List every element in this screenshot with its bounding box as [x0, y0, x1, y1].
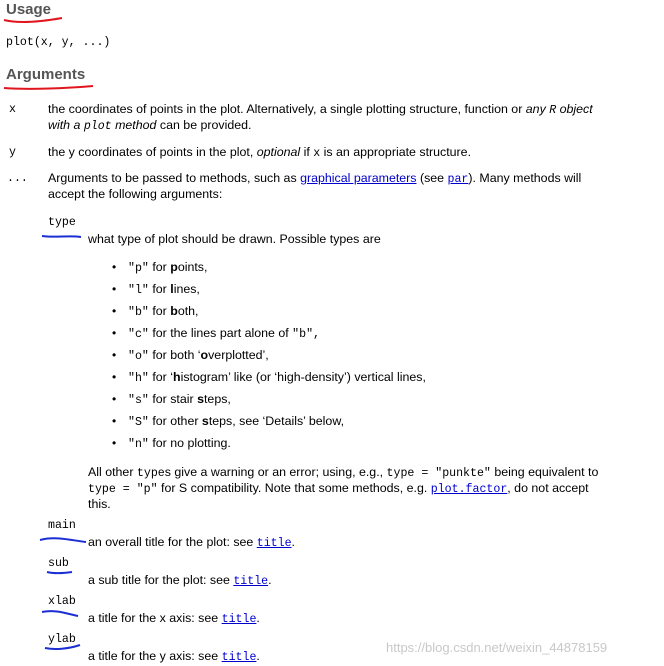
arg-dots-desc-line2: accept the following arguments:	[48, 187, 223, 201]
type-option-item: "b" for both,	[128, 304, 199, 319]
bullet-icon: •	[112, 414, 117, 428]
type-option-item: "n" for no plotting.	[128, 436, 231, 451]
main-blue-underline	[40, 538, 86, 542]
main-title-link[interactable]: title	[256, 537, 292, 550]
ylab-title-link[interactable]: title	[221, 651, 257, 664]
arg-x-desc-line2: with a plot method can be provided.	[48, 118, 252, 133]
arg-type-name: type	[48, 216, 76, 229]
par-link[interactable]: par	[447, 173, 469, 186]
arg-type-desc: what type of plot should be drawn. Possible types are	[88, 232, 381, 246]
type-option-item: "o" for both ‘overplotted’,	[128, 348, 269, 363]
sub-blue-underline	[47, 572, 72, 573]
bullet-icon: •	[112, 260, 117, 274]
type-note-line2: type = "p" for S compatibility. Note that some methods, e.g. plot.factor, do not accept	[88, 481, 589, 496]
arg-x-desc-line1: the coordinates of points in the plot. Alternatively, a single plotting structure, function or any R object	[48, 102, 593, 117]
usage-red-underline	[4, 18, 62, 22]
arg-xlab-name: xlab	[48, 595, 76, 608]
watermark: https://blog.csdn.net/weixin_44878159	[386, 640, 608, 655]
type-option-item: "h" for ‘histogram’ like (or ‘high-density’) vertical lines,	[128, 370, 426, 385]
type-note-line1: All other types give a warning or an error; using, e.g., type = "punkte" being equivalent to	[88, 465, 599, 480]
bullet-icon: •	[112, 282, 117, 296]
bullet-icon: •	[112, 436, 117, 450]
arguments-heading: Arguments	[6, 66, 86, 83]
bullet-icon: •	[112, 326, 117, 340]
arg-ylab-name: ylab	[48, 633, 76, 646]
type-blue-underline	[42, 236, 81, 237]
type-option-item: "s" for stair steps,	[128, 392, 231, 407]
arg-main-desc: an overall title for the plot: see title.	[88, 535, 295, 550]
arg-dots-name: ...	[7, 172, 28, 185]
arguments-red-underline	[4, 86, 93, 89]
bullet-icon: •	[112, 304, 117, 318]
type-option-item: "S" for other steps, see ‘Details’ below,	[128, 414, 345, 429]
arg-sub-name: sub	[48, 557, 69, 570]
bullet-icon: •	[112, 348, 117, 362]
arg-y-name: y	[9, 146, 16, 159]
arg-sub-desc: a sub title for the plot: see title.	[88, 573, 272, 588]
graphical-parameters-link[interactable]: graphical parameters	[300, 171, 417, 185]
xlab-title-link[interactable]: title	[221, 613, 257, 626]
type-option-item: "c" for the lines part alone of "b",	[128, 326, 320, 341]
usage-heading: Usage	[6, 1, 52, 18]
arg-dots-desc-line1: Arguments to be passed to methods, such as graphical parameters (see par). Many methods will	[48, 171, 582, 186]
bullet-icon: •	[112, 392, 117, 406]
arg-main-name: main	[48, 519, 76, 532]
arg-xlab-desc: a title for the x axis: see title.	[88, 611, 260, 626]
type-option-item: "p" for points,	[128, 260, 208, 275]
bullet-icon: •	[112, 370, 117, 384]
arg-ylab-desc: a title for the y axis: see title.	[88, 649, 260, 664]
plot-factor-link[interactable]: plot.factor	[430, 483, 508, 496]
arg-x-name: x	[9, 103, 16, 116]
sub-title-link[interactable]: title	[233, 575, 269, 588]
xlab-blue-underline	[42, 611, 78, 616]
type-note-line3: this.	[88, 497, 111, 511]
type-option-item: "l" for lines,	[128, 282, 200, 297]
usage-code: plot(x, y, ...)	[6, 36, 111, 49]
arg-y-desc: the y coordinates of points in the plot, optional if x is an appropriate structure.	[48, 145, 472, 160]
